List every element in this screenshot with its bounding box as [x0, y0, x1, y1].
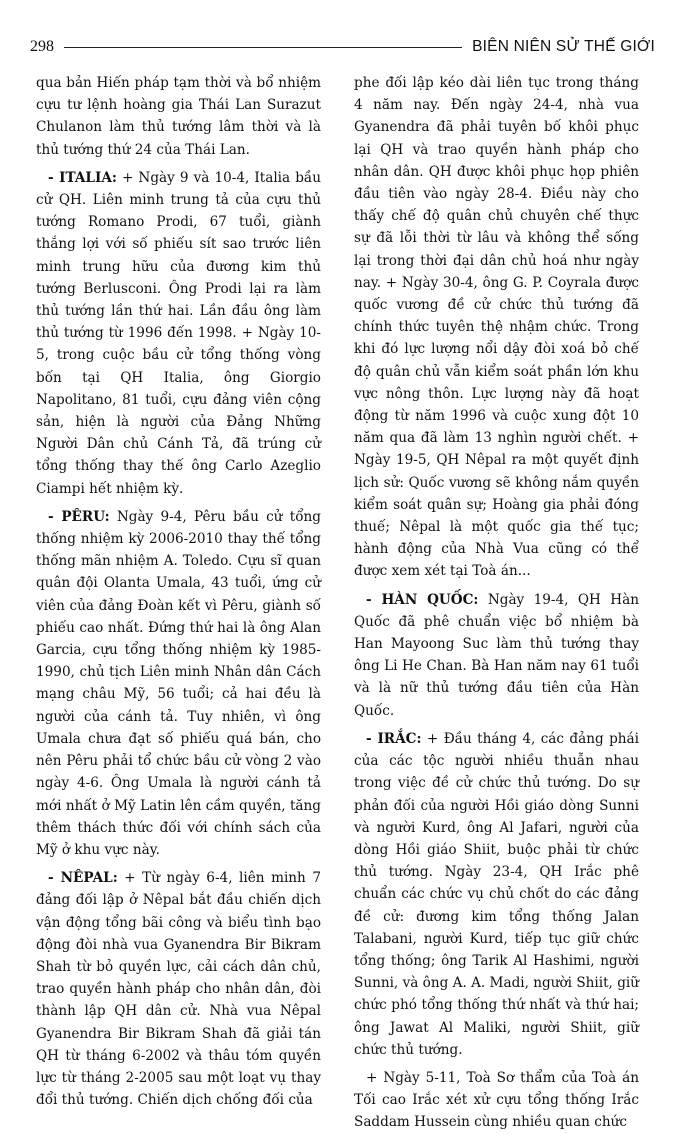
- section-label-peru: - PÊRU:: [48, 508, 110, 525]
- running-title: BIÊN NIÊN SỬ THẾ GIỚI: [472, 38, 655, 55]
- section-label-han-quoc: - HÀN QUỐC:: [366, 591, 479, 608]
- paragraph-text: + Đầu tháng 4, các đảng phái của các tộc người nhiều thuẫn nhau trong việc đề cử chức thủ tướng. Do sự phản đối của người Hồi giáo dòng Sunni và người Kurd, ông Al Jafari, người của dòng Hồi giáo Shiit, buộc phải từ chức thủ tướng. Ngày 23-4, QH Irắc phê chuẩn các chức vụ chủ chốt do các đảng đề cử: đương kim tổng thống Jalan Talabani, người Kurd, tiếp tục giữ chức tổng thống; ông Tarik Al Hashimi, người Sunni, và ông A. A. Madi, người Shiit, giữ chức phó tổng thống thứ nhất và thứ hai; ông Jawat Al Maliki, người Shiit, giữ chức thủ tướng.: [354, 730, 640, 1058]
- paragraph-text: qua bản Hiến pháp tạm thời và bổ nhiệm cựu tư lệnh hoàng gia Thái Lan Surazut Chulanon làm thủ tướng lâm thời và là thủ tướng thứ 24 của Thái Lan.: [36, 75, 321, 158]
- paragraph-nepal: [36, 867, 321, 1111]
- paragraph-han-quoc: [354, 589, 639, 722]
- paragraph-irac: [354, 728, 639, 1061]
- paragraph-text: phe đối lập kéo dài liên tục trong tháng 4 năm nay. Đến ngày 24-4, nhà vua Gyanendra đã phải tuyên bố khôi phục lại QH và trao quyền hành pháp cho nhân dân. QH được khôi phục họp phiên đầu tiên vào ngày 28-4. Điều này cho thấy chế độ quân chủ chuyên chế thực sự đã lỗi thời từ lâu và không thể sống lại trong thời đại dân chủ hoá như ngày nay. + Ngày 30-4, ông G. P. Coyrala được quốc vương đề cử chức thủ tướng đã chính thức tuyên thệ nhậm chức. Trong khi đó lực lượng nổi dậy đòi xoá bỏ chế độ quân chủ vẫn kiểm soát phần lớn khu vực nông thôn. Lực lượng này đã hoạt động từ năm 1996 và cuộc xung đột 10 năm qua đã làm 13 nghìn người chết. + Ngày 19-5, QH Nêpal ra một quyết định lịch sử: Quốc vương sẽ không nắm quyền kiểm soát quân sự; Hoàng gia phải đóng thuế; Nêpal là một quốc gia thế tục; hành động của Nhà Vua cũng có thể được xem xét tại Toà án...: [354, 75, 639, 580]
- page-number: 298: [30, 38, 54, 55]
- page-header: [30, 36, 655, 58]
- paragraph-text: + Từ ngày 6-4, liên minh 7 đảng đối lập ở Nêpal bắt đầu chiến dịch vận động tổng bãi công và biểu tình bạo động đòi nhà vua Gyanendra Bir Bikram Shah từ bỏ quyền lực, cải cách dân chủ, trao quyền hành pháp cho nhân dân, đòi thành lập QH dân cử. Nhà vua Nêpal Gyanendra Bir Bikram Shah đã giải tán QH từ tháng 6-2002 và thâu tóm quyền lực từ tháng 2-2005 sau một loạt vụ thay đổi thủ tướng. Chiến dịch chống đối của: [36, 870, 321, 1109]
- paragraph-text: Ngày 19-4, QH Hàn Quốc đã phê chuẩn việc bổ nhiệm bà Han Mayoong Suc làm thủ tướng thay ông Li He Chan. Bà Han năm nay 61 tuổi và là nữ thủ tướng đầu tiên của Hàn Quốc.: [354, 591, 639, 719]
- paragraph-text: Ngày 9-4, Pêru bầu cử tổng thống nhiệm kỳ 2006-2010 thay thế tổng thống mãn nhiệm A. Toledo. Cựu sĩ quan quân đội Olanta Umala, 43 tuổi, ứng cử viên của đảng Đoàn kết vì Pêru, giành số phiếu cao nhất. Đứng thứ hai là ông Alan Garcia, cựu tổng thống nhiệm kỳ 1985-1990, chủ tịch Liên minh Nhân dân Cách mạng châu Mỹ, 56 tuổi; cả hai đều là người của cánh tả. Tuy nhiên, vì ông Umala chưa đạt số phiếu quá bán, cho nên Pêru phải tổ chức bầu cử vòng 2 vào ngày 4-6. Ông Umala là người cánh tả mới nhất ở Mỹ Latin lên cầm quyền, tăng thêm thách thức đối với chính sách của Mỹ ở khu vực này.: [36, 508, 321, 858]
- paragraph-text: + Ngày 5-11, Toà Sơ thẩm của Toà án Tối cao Irắc xét xử cựu tổng thống Irắc Saddam Hussein cùng nhiều quan chức: [354, 1069, 639, 1131]
- left-column: [36, 72, 321, 1111]
- header-rule: [64, 46, 462, 48]
- paragraph-peru: [36, 506, 321, 861]
- section-label-nepal: - NÊPAL:: [48, 870, 118, 887]
- section-label-italia: - ITALIA:: [48, 169, 117, 186]
- paragraph-italia: [36, 167, 321, 500]
- paragraph-text: + Ngày 9 và 10-4, Italia bầu cử QH. Liên minh trung tả của cựu thủ tướng Romano Prodi, 67 tuổi, giành thắng lợi với số phiếu sít sao trước liên minh trung hữu của đương kim thủ tướng Berlusconi. Ông Prodi lại ra làm thủ tướng lần thứ hai. Lần đầu ông làm thủ tướng từ 1996 đến 1998. + Ngày 10-5, trong cuộc bầu cử tổng thống vòng bốn tại QH Italia, ông Giorgio Napolitano, 81 tuổi, cựu đảng viên cộng sản, hiện là người của Đảng Những Người Dân chủ Cánh Tả, đã trúng cử tổng thống thay thế ông Carlo Azeglio Ciampi hết nhiệm kỳ.: [36, 169, 321, 497]
- section-label-irac: - IRẮC:: [366, 730, 422, 747]
- paragraph-irac-trial: [354, 1067, 639, 1134]
- paragraph-thailand-continued: [36, 72, 321, 161]
- paragraph-nepal-continued: [354, 72, 639, 583]
- right-column: [354, 72, 639, 1134]
